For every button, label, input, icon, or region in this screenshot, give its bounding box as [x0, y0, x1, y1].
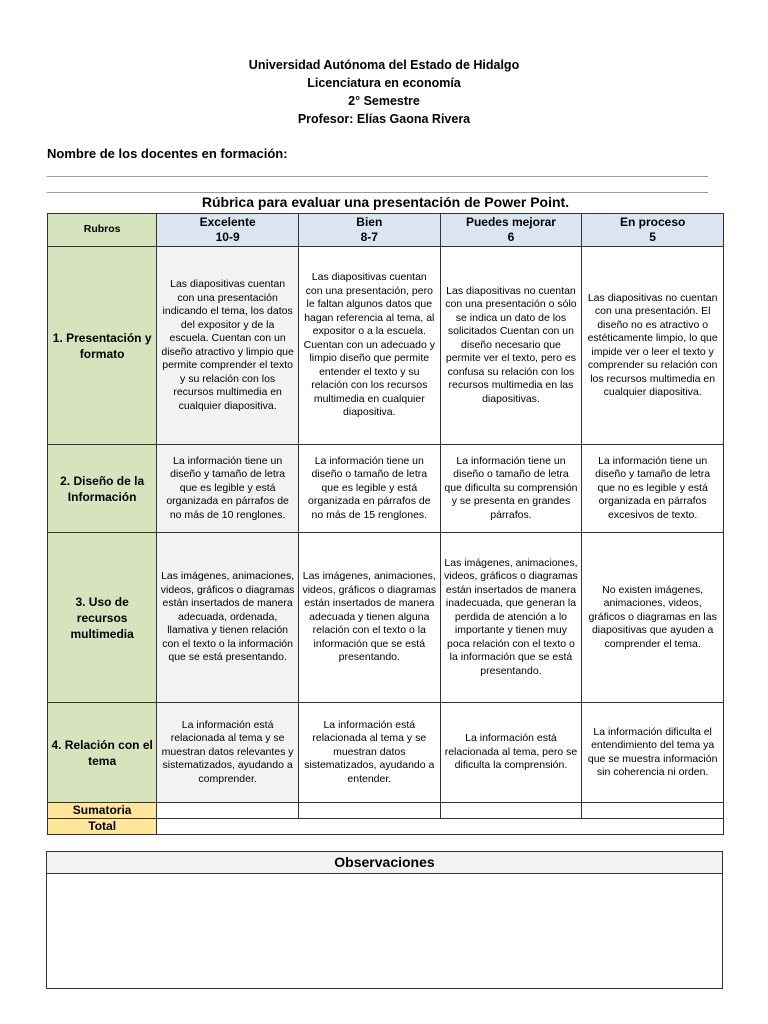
criterion-cell: La información está relacionada al tema y se muestran datos relevantes y sistematizados, ayudando a comprender.	[157, 703, 299, 803]
semester: 2° Semestre	[348, 94, 420, 108]
criterion-cell: Las diapositivas no cuentan con una presentación o sólo se indica un dato de los solicitados Cuentan con un diseño necesario que permite ver el texto, pero es confusa su relación con los recursos multimedia en las diapositivas.	[440, 247, 582, 445]
total-row	[48, 819, 724, 835]
sumatoria-label: Sumatoria	[48, 803, 157, 819]
criterion-cell: Las diapositivas no cuentan con una presentación. El diseño no es atractivo o estéticamente limpio, lo que impide ver o leer el texto y comprender su relación con los recursos multimedia en cualquier diapositiva.	[582, 247, 724, 445]
level-name: Excelente	[199, 215, 256, 229]
level-header-puedes-mejorar	[440, 214, 582, 247]
level-header-excelente	[157, 214, 299, 247]
level-score: 6	[507, 230, 515, 244]
sumatoria-cell-puedes-mejorar[interactable]	[440, 803, 582, 819]
rubric-table	[47, 213, 724, 835]
sumatoria-cell-excelente[interactable]	[157, 803, 299, 819]
criterion-cell: La información tiene un diseño o tamaño de letra que es legible y está organizada en párrafos de no más de 15 renglones.	[298, 445, 440, 533]
document-header	[0, 56, 768, 128]
criterion-cell: Las imágenes, animaciones, videos, gráficos o diagramas están insertados de manera inadecuada, que generan la perdida de atención a lo importante y tienen muy poca relación con el texto o la información que se está presentando.	[440, 533, 582, 703]
level-name: Puedes mejorar	[465, 215, 556, 229]
professor: Profesor: Elías Gaona Rivera	[297, 112, 471, 126]
criterion-cell: La información está relacionada al tema, pero se dificulta la comprensión.	[440, 703, 582, 803]
level-header-en-proceso	[582, 214, 724, 247]
total-cell[interactable]	[157, 819, 724, 835]
docentes-line-2	[47, 192, 708, 193]
docentes-label: Nombre de los docentes en formación:	[47, 146, 288, 161]
criterion-cell: Las imágenes, animaciones, videos, gráficos o diagramas están insertados de manera adecuada y tienen alguna relación con el texto o la información que se está presentando.	[298, 533, 440, 703]
level-header-bien	[298, 214, 440, 247]
criterion-cell: La información está relacionada al tema y se muestran datos sistematizados, ayudando a entender.	[298, 703, 440, 803]
sumatoria-row	[48, 803, 724, 819]
observaciones-area[interactable]	[47, 874, 722, 988]
observaciones-box	[46, 851, 723, 989]
total-label: Total	[48, 819, 157, 835]
rubric-title: Rúbrica para evaluar una presentación de Power Point.	[201, 194, 570, 210]
rubric-row-presentacion	[48, 247, 724, 445]
criterion-cell: Las diapositivas cuentan con una presentación indicando el tema, los datos del expositor y de la escuela. Cuentan con un diseño atractivo y limpio que permite comprender el texto y su relación con los recursos multimedia en cualquier diapositiva.	[157, 247, 299, 445]
rubro-label: 2. Diseño de la Información	[48, 445, 157, 533]
rubric-row-relacion	[48, 703, 724, 803]
rubro-label: 3. Uso de recursos multimedia	[48, 533, 157, 703]
docentes-line-1	[47, 176, 708, 177]
rubro-label: 4. Relación con el tema	[48, 703, 157, 803]
observaciones-title: Observaciones	[47, 852, 722, 874]
level-score: 8-7	[360, 230, 378, 244]
criterion-cell: No existen imágenes, animaciones, videos, gráficos o diagramas en las diapositivas que ayuden a comprender el tema.	[582, 533, 724, 703]
level-score: 10-9	[215, 230, 240, 244]
criterion-cell: La información dificulta el entendimiento del tema ya que se muestra información sin coherencia ni orden.	[582, 703, 724, 803]
level-name: En proceso	[619, 215, 686, 229]
rubric-row-diseno	[48, 445, 724, 533]
program-name: Licenciatura en economía	[307, 76, 461, 90]
university-name: Universidad Autónoma del Estado de Hidalgo	[248, 58, 520, 72]
rubro-label: 1. Presentación y formato	[48, 247, 157, 445]
sumatoria-cell-en-proceso[interactable]	[582, 803, 724, 819]
criterion-cell: Las diapositivas cuentan con una presentación, pero le faltan algunos datos que hagan referencia al tema, al expositor o a la escuela. Cuentan con un adecuado y limpio diseño que permite entender el texto y su relación con los recursos multimedia en cualquier diapositiva.	[298, 247, 440, 445]
rubric-row-multimedia	[48, 533, 724, 703]
rubros-header: Rubros	[48, 214, 157, 247]
level-name: Bien	[356, 215, 383, 229]
criterion-cell: Las imágenes, animaciones, videos, gráficos o diagramas están insertados de manera adecuada, ordenada, llamativa y tienen relación con el texto o la información que se está presentando.	[157, 533, 299, 703]
criterion-cell: La información tiene un diseño y tamaño de letra que no es legible y está organizada en párrafos excesivos de texto.	[582, 445, 724, 533]
criterion-cell: La información tiene un diseño o tamaño de letra que dificulta su comprensión y se presenta en grandes párrafos.	[440, 445, 582, 533]
criterion-cell: La información tiene un diseño y tamaño de letra que es legible y está organizada en párrafos de no más de 10 renglones.	[157, 445, 299, 533]
level-score: 5	[649, 230, 656, 244]
rubric-header-row	[48, 214, 724, 247]
sumatoria-cell-bien[interactable]	[298, 803, 440, 819]
